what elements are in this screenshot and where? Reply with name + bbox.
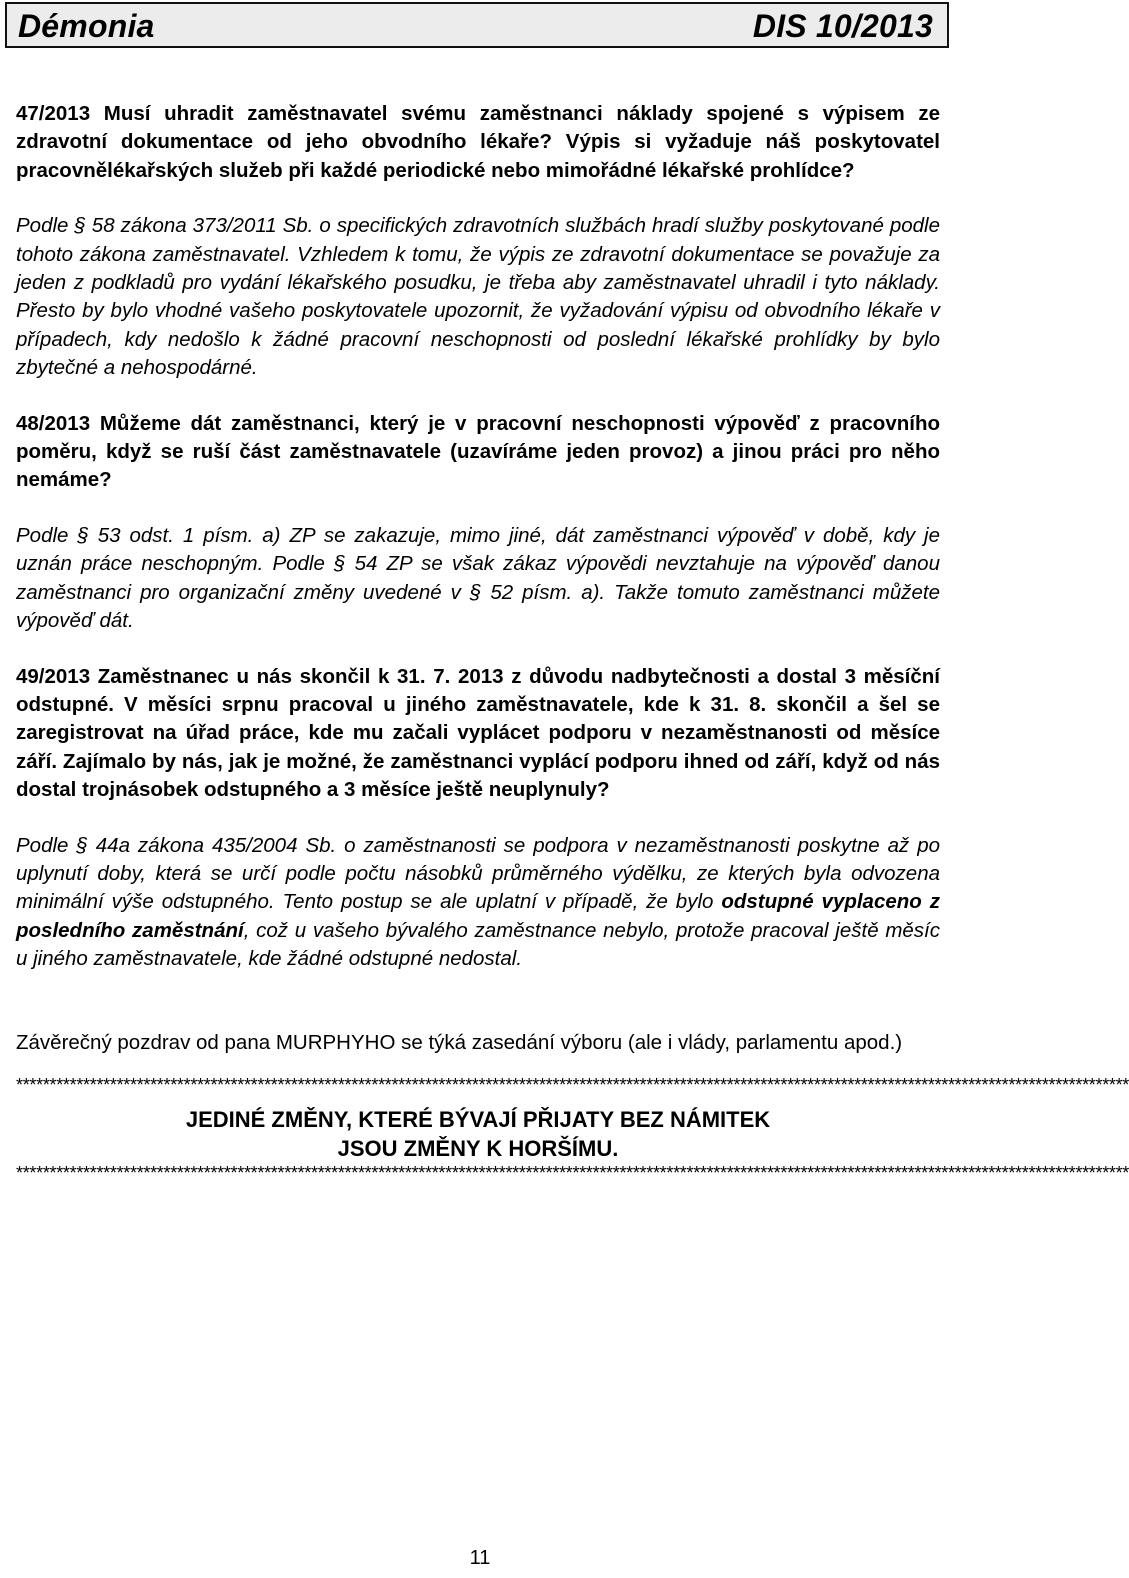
answer-49-part-c: , což u vašeho bývalého zaměstnance nebylo, protože pracoval ještě měsíc u jiného zaměstnavatele, kde žádné odstupné nedostal. (16, 918, 940, 971)
section-sign: § (74, 214, 86, 238)
page-number: 11 (469, 1547, 491, 1569)
answer-48-part-c: 54 ZP se však zákaz výpovědi nevztahuje na výpověď danou zaměstnanci pro organizační změny uvedené v (16, 552, 940, 604)
answer-49-emphasis: odstupné vyplaceno z posledního zaměstnání (16, 890, 940, 942)
answer-48-part-d: 52 písm. a). Takže tomuto zaměstnanci můžete výpověď dát. (16, 580, 940, 633)
answer-48 (16, 522, 940, 636)
stars-divider-top: ********************************************************************************************************************************************************************** (16, 1074, 1129, 1095)
header-publication-name: Démonia (18, 8, 155, 44)
answer-47 (16, 212, 940, 382)
closing-remark: Závěrečný pozdrav od pana MURPHYHO se týká zasedání výboru (ale i vlády, parlamentu apod.) (16, 1030, 903, 1054)
section-sign: § (76, 833, 88, 857)
section-sign: § (77, 523, 89, 547)
article-body (16, 100, 1129, 1183)
answer-49-part-b: 44a zákona 435/2004 Sb. o zaměstnanosti se podpora v nezaměstnanosti poskytne až po uplynutí doby, která se určí podle počtu násobků průměrného výdělku, ze kterých byla odvozena minimální výše odstupného. Tento postup se ale uplatní v případě, že bylo (16, 833, 941, 914)
question-49: 49/2013 Zaměstnanec u nás skončil k 31. 7. 2013 z důvodu nadbytečnosti a dostal 3 měsíční odstupné. V měsíci srpnu pracoval u jiného zaměstnavatele, kde k 31. 8. skončil a šel se zaregistrovat na úřad práce, kde mu začali vyplácet podporu v nezaměstnanosti od měsíce září. Zajímalo by nás, jak je možné, že zaměstnanci vyplácí podporu ihned od září, když od nás dostal trojnásobek odstupného a 3 měsíce ještě neuplynuly? (16, 664, 940, 802)
answer-47-prefix: Podle (16, 214, 69, 238)
page-header (5, 2, 949, 48)
motto-line-2: JSOU ZMĚNY K HORŠÍMU. (337, 1135, 619, 1161)
section-sign: § (469, 580, 482, 604)
question-47: 47/2013 Musí uhradit zaměstnavatel svému zaměstnanci náklady spojené s výpisem ze zdravotní dokumentace od jeho obvodního lékaře? Výpis si vyžaduje náš poskytovatel pracovnělékařských služeb při každé periodické nebo mimořádné lékařské prohlídce? (16, 102, 940, 182)
question-48: 48/2013 Můžeme dát zaměstnanci, který je v pracovní neschopnosti výpověď z pracovního poměru, když se ruší část zaměstnavatele (uzavíráme jeden provoz) a jinou práci pro něho nemáme? (16, 411, 940, 492)
section-sign: § (334, 552, 346, 576)
answer-49 (16, 832, 940, 974)
answer-49-part-a: Podle (16, 833, 69, 857)
motto-line-1: JEDINÉ ZMĚNY, KTERÉ BÝVAJÍ PŘIJATY BEZ NÁMITEK (185, 1106, 771, 1132)
answer-47-text: 58 zákona 373/2011 Sb. o specifických zdravotních službách hradí služby poskytované podle tohoto zákona zaměstnavatel. Vzhledem k tomu, že výpis ze zdravotní dokumentace se považuje za jeden z podkladů pro vydání lékařského posudku, je třeba aby zaměstnavatel uhradil i tyto náklady. Přesto by bylo vhodné vašeho poskytovatele upozornit, že vyžadování výpisu od obvodního lékaře v případech, kdy nedošlo k žádné pracovní neschopnosti od poslední lékařské prohlídky by bylo zbytečné a nehospodárné. (16, 214, 941, 380)
header-issue-number: DIS 10/2013 (752, 8, 933, 44)
answer-48-part-b: 53 odst. 1 písm. a) ZP se zakazuje, mimo jiné, dát zaměstnanci výpověď v době, kdy je uznán práce neschopným. Podle (16, 523, 940, 576)
stars-divider-bottom: ********************************************************************************************************************************************************************** (16, 1162, 1129, 1183)
answer-48-part-a: Podle (16, 523, 69, 547)
